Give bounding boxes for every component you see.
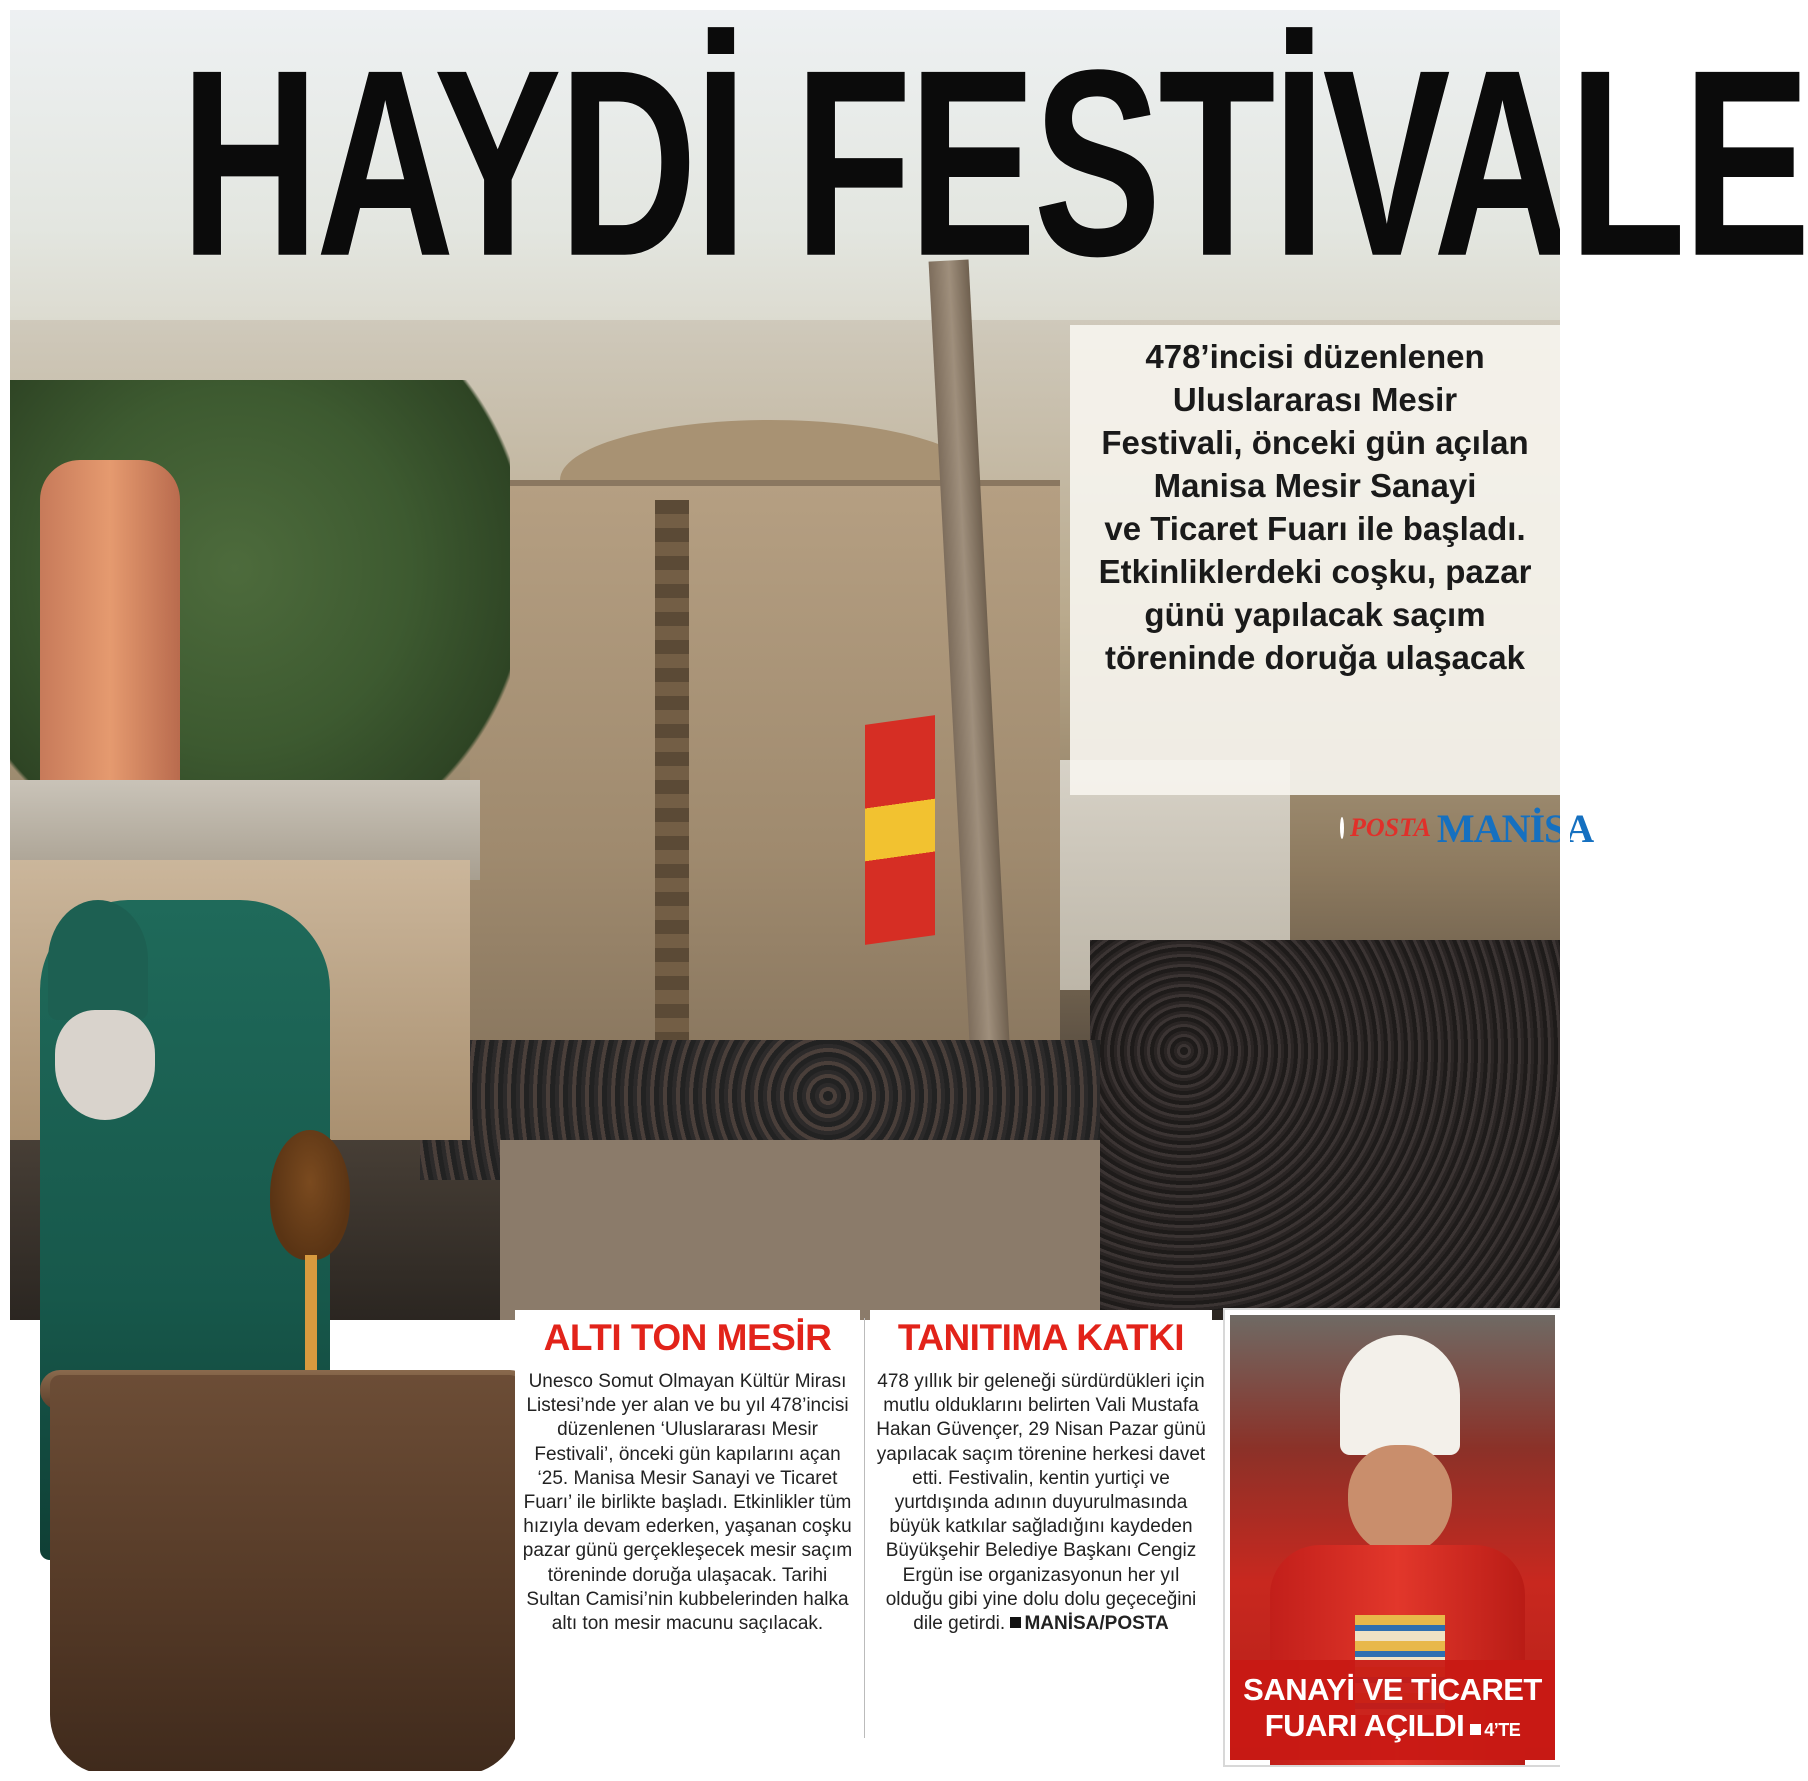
lead-line: Uluslararası Mesir (1172, 381, 1458, 418)
caption-line-2 (1265, 1708, 1521, 1748)
page-ref-text: 4’TE (1484, 1720, 1521, 1740)
figure-face (55, 1010, 155, 1120)
article-tanitima-katki (870, 1310, 1212, 1745)
article-body-text: 478 yıllık bir geleneği sürdürdükleri için mutlu olduklarını belirten Vali Mustafa Hakan Güvençer, 29 Nisan Pazar günü yapılacak saçım törenine herkesi davet etti. Festivalin, kentin yurtiçi ve yurtdışında adının duyurulmasında büyük katkılar sağladığını kaydeden Büyükşehir Belediye Başkanı Cengiz Ergün ise organizasyonun her yıl olduğu gibi yine dolu dolu geçeceğini dile getirdi. (876, 1371, 1206, 1635)
article-title: ALTI TON MESİR (543, 1317, 832, 1358)
square-bullet-icon (1010, 1617, 1021, 1628)
caption-line-2-text: FUARI AÇILDI (1264, 1708, 1465, 1743)
article-signature (1010, 1613, 1168, 1634)
logo-manisa: MANİSA (1436, 805, 1594, 851)
posta-manisa-logo (1340, 800, 1594, 856)
lead-line: Etkinliklerdeki coşku, pazar (1098, 553, 1532, 590)
lead-line: Festivali, önceki gün açılan (1101, 424, 1529, 461)
column-divider (864, 1318, 865, 1738)
palm-trunk (655, 500, 689, 1080)
lead-line: ve Ticaret Fuarı ile başladı. (1104, 510, 1526, 547)
article-body (870, 1370, 1212, 1636)
lead-text (1080, 335, 1550, 679)
figure-hat (48, 900, 148, 1020)
article-title: TANITIMA KATKI (897, 1317, 1185, 1358)
mesir-stream (305, 1255, 317, 1385)
signature-text: MANİSA/POSTA (1024, 1613, 1169, 1635)
figure-on-roof (40, 460, 180, 790)
lead-line: töreninde doruğa ulaşacak (1105, 639, 1525, 676)
lead-line: 478’incisi düzenlenen (1145, 338, 1485, 375)
page-headline: HAYDİ FESTİVALE (180, 14, 1808, 312)
logo-posta: POSTA (1350, 813, 1431, 842)
flag (865, 715, 935, 945)
square-bullet-icon (1470, 1724, 1481, 1735)
sidebox-caption (1230, 1660, 1555, 1760)
janissary-hat (1340, 1335, 1460, 1455)
posta-logo-icon (1340, 817, 1344, 839)
mesir-pot (270, 1130, 350, 1260)
janissary-face (1348, 1445, 1452, 1555)
fair-sidebox (1225, 1310, 1560, 1765)
article-body: Unesco Somut Olmayan Kültür Mirası Listesi’nde yer alan ve bu yıl 478’incisi düzenlenen ‘Uluslararası Mesir Festivali’, önceki gün kapılarını açan ‘25. Manisa Mesir Sanayi ve Ticaret Fuarı’ ile birlikte başladı. Etkinlikler tüm hızıyla devam ederken, yaşanan coşku pazar günü gerçekleşecek mesir saçım töreninde doruğa ulaşacak. Tarihi Sultan Camisi’nin kubbelerinden halka altı ton mesir macunu saçılacak. (522, 1371, 853, 1635)
caption-line-1: SANAYİ VE TİCARET (1243, 1672, 1542, 1707)
lead-line: Manisa Mesir Sanayi (1153, 467, 1477, 504)
crowd (1090, 940, 1560, 1310)
lead-line: günü yapılacak saçım (1144, 596, 1486, 633)
article-alti-ton-mesir (515, 1310, 860, 1745)
page-reference (1470, 1720, 1520, 1740)
cauldron (50, 1375, 520, 1775)
stone-wall (500, 1140, 1100, 1320)
